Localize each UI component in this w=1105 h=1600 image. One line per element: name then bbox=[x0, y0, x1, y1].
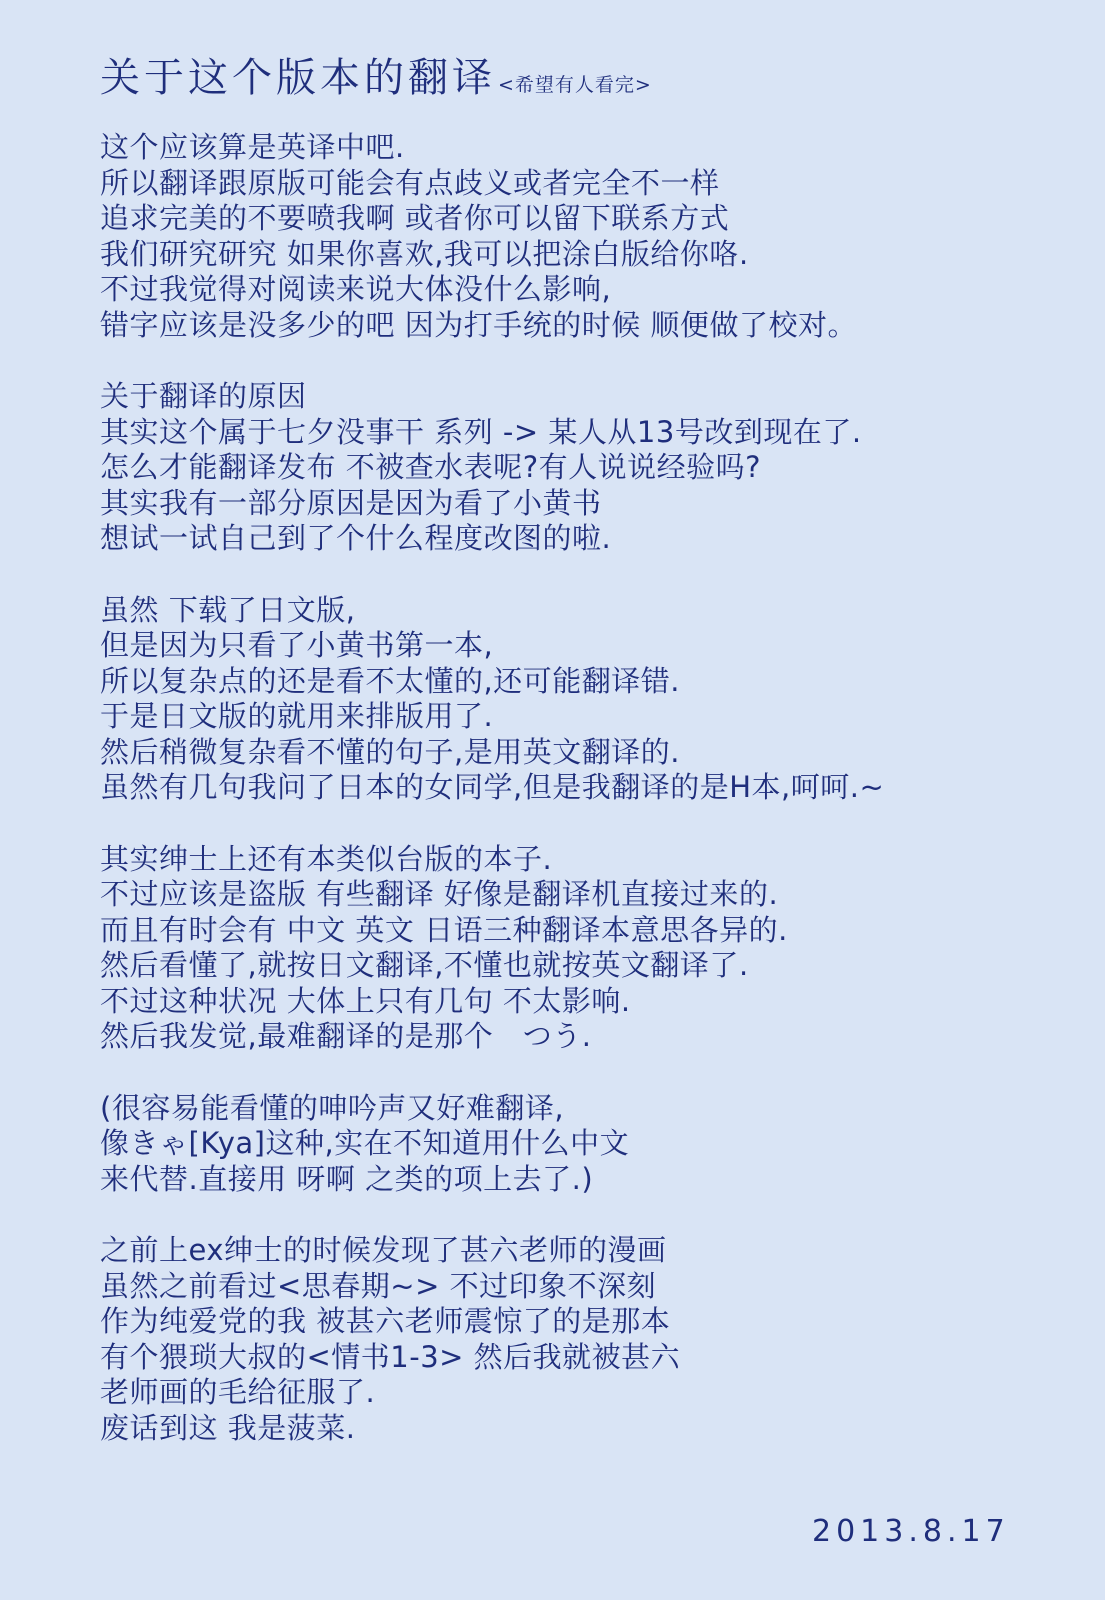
paragraph-japanese-version bbox=[100, 593, 1060, 806]
text-line: 错字应该是没多少的吧 因为打手统的时候 顺便做了校对。 bbox=[100, 307, 857, 342]
text-line: 来代替.直接用 呀啊 之类的项上去了.) bbox=[100, 1161, 594, 1196]
paragraph-translation-reason bbox=[100, 379, 1060, 557]
text-line: 想试一试自己到了个什么程度改图的啦. bbox=[100, 521, 612, 555]
page-subtitle: <希望有人看完> bbox=[498, 74, 652, 96]
paragraph-sound-effects bbox=[100, 1091, 1060, 1198]
text-line: 而且有时会有 中文 英文 日语三种翻译本意思各异的. bbox=[100, 912, 788, 947]
text-line: 不过这种状况 大体上只有几句 不太影响. bbox=[100, 983, 631, 1018]
text-line: 有个猥琐大叔的<情书1-3> 然后我就被甚六 bbox=[100, 1339, 681, 1374]
text-line: 不过我觉得对阅读来说大体没什么影响, bbox=[100, 272, 612, 306]
paragraph-other-version bbox=[100, 842, 1060, 1055]
text-line: 其实这个属于七夕没事干 系列 -> 某人从13号改到现在了. bbox=[100, 414, 862, 449]
text-line: 我们研究研究 如果你喜欢,我可以把涂白版给你咯. bbox=[100, 236, 749, 271]
text-line: 然后看懂了,就按日文翻译,不懂也就按英文翻译了. bbox=[100, 948, 749, 982]
text-line: 虽然有几句我问了日本的女同学,但是我翻译的是H本,呵呵.~ bbox=[100, 770, 885, 804]
text-line: 但是因为只看了小黄书第一本, bbox=[100, 628, 494, 662]
text-line: 怎么才能翻译发布 不被查水表呢?有人说说经验吗? bbox=[100, 450, 762, 484]
text-line: 关于翻译的原因 bbox=[100, 379, 307, 413]
text-line: 追求完美的不要喷我啊 或者你可以留下联系方式 bbox=[100, 201, 730, 235]
text-line: 作为纯爱党的我 被甚六老师震惊了的是那本 bbox=[100, 1304, 671, 1338]
note-body bbox=[100, 130, 1060, 1482]
text-line: 所以复杂点的还是看不太懂的,还可能翻译错. bbox=[100, 663, 680, 698]
text-line: (很容易能看懂的呻吟声又好难翻译, bbox=[100, 1090, 565, 1125]
text-line: 这个应该算是英译中吧. bbox=[100, 130, 405, 164]
date-stamp: 2013.8.17 bbox=[812, 1514, 1010, 1549]
paragraph-translation-quality bbox=[100, 130, 1060, 343]
text-line: 虽然之前看过<思春期~> 不过印象不深刻 bbox=[100, 1268, 657, 1303]
text-line: 虽然 下载了日文版, bbox=[100, 592, 356, 627]
text-line: 废话到这 我是菠菜. bbox=[100, 1410, 356, 1445]
page-title: 关于这个版本的翻译 bbox=[100, 55, 496, 101]
text-line: 于是日文版的就用来排版用了. bbox=[100, 699, 494, 733]
text-line: 不过应该是盗版 有些翻译 好像是翻译机直接过来的. bbox=[100, 877, 779, 911]
text-line: 老师画的毛给征服了. bbox=[100, 1375, 376, 1409]
text-line: 然后稍微复杂看不懂的句子,是用英文翻译的. bbox=[100, 734, 680, 769]
text-line: 其实绅士上还有本类似台版的本子. bbox=[100, 841, 553, 876]
paragraph-author-note bbox=[100, 1233, 1060, 1446]
text-line: 然后我发觉,最难翻译的是那个 つう. bbox=[100, 1019, 592, 1053]
header bbox=[100, 55, 652, 101]
text-line: 像きゃ[Kya]这种,实在不知道用什么中文 bbox=[100, 1126, 630, 1160]
text-line: 之前上ex绅士的时候发现了甚六老师的漫画 bbox=[100, 1233, 667, 1267]
text-line: 其实我有一部分原因是因为看了小黄书 bbox=[100, 485, 602, 520]
text-line: 所以翻译跟原版可能会有点歧义或者完全不一样 bbox=[100, 165, 720, 200]
